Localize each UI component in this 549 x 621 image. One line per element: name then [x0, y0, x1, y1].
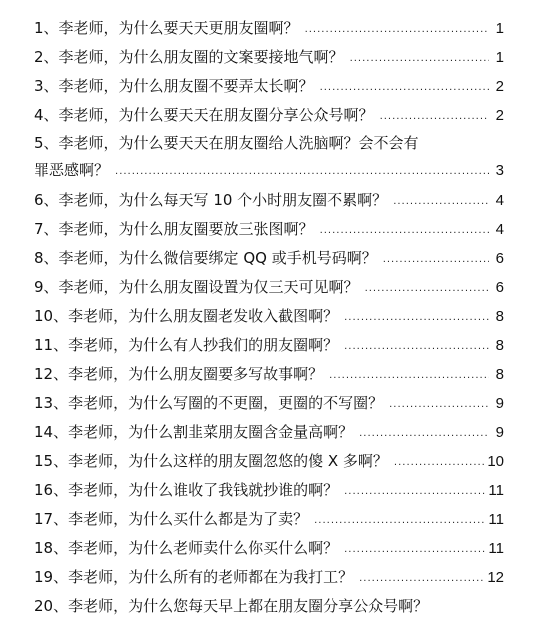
entry-number: 19、: [34, 568, 69, 586]
table-of-contents: [34, 14, 504, 621]
dot-leader: [344, 303, 489, 332]
entry-title: 李老师，为什么要天天在朋友圈分享公众号啊？: [58, 106, 374, 124]
dot-leader: [365, 274, 489, 303]
toc-entry-16[interactable]: [34, 476, 504, 505]
entry-number: 15、: [34, 452, 69, 470]
toc-entry-15[interactable]: [34, 447, 504, 476]
toc-entry-12[interactable]: [34, 360, 504, 389]
entry-page: 10: [487, 453, 504, 470]
dot-leader: [359, 419, 489, 448]
entry-title: 李老师，为什么朋友圈的文案要接地气啊？: [58, 48, 344, 66]
toc-entry-18[interactable]: [34, 534, 504, 563]
toc-entry-5[interactable]: [34, 130, 504, 186]
dot-leader: [320, 73, 489, 102]
entry-number: 16、: [34, 481, 69, 499]
entry-number: 5、: [34, 134, 59, 152]
toc-entry-3[interactable]: [34, 72, 504, 101]
dot-leader: [350, 44, 489, 73]
entry-number: 12、: [34, 365, 69, 383]
dot-leader: [344, 332, 489, 361]
dot-leader: [305, 15, 489, 44]
entry-page: 6: [495, 250, 504, 267]
entry-page: 11: [488, 482, 504, 499]
dot-leader: [383, 245, 489, 274]
dot-leader: [389, 390, 489, 419]
entry-title-line-1: 李老师，为什么要天天在朋友圈给人洗脑啊？会不会有: [58, 134, 419, 152]
entry-number: 13、: [34, 394, 69, 412]
toc-entry-13[interactable]: [34, 389, 504, 418]
entry-title: 李老师，为什么朋友圈要多写故事啊？: [68, 365, 324, 383]
entry-title: 李老师，为什么朋友圈不要弄太长啊？: [58, 77, 314, 95]
entry-number: 9、: [34, 278, 59, 296]
entry-page: 4: [495, 192, 504, 209]
toc-entry-7[interactable]: [34, 215, 504, 244]
entry-title: 李老师，为什么写圈的不更圈，更圈的不写圈？: [68, 394, 384, 412]
entry-page: 1: [495, 49, 504, 66]
entry-page: 9: [495, 424, 504, 441]
entry-number: 18、: [34, 539, 69, 557]
entry-number: 11、: [34, 336, 69, 354]
entry-title: 李老师，为什么每天写 10 个小时朋友圈不累啊？: [58, 191, 388, 209]
entry-title: 李老师，为什么谁收了我钱就抄谁的啊？: [68, 481, 339, 499]
entry-page: 8: [495, 308, 504, 325]
dot-leader: [115, 158, 489, 185]
entry-number: 4、: [34, 106, 59, 124]
entry-page: 1: [495, 20, 504, 37]
toc-entry-4[interactable]: [34, 101, 504, 130]
dot-leader: [380, 102, 489, 131]
entry-page: 2: [495, 78, 504, 95]
toc-entry-17[interactable]: [34, 505, 504, 534]
entry-number: 6、: [34, 191, 59, 209]
entry-page: 8: [495, 366, 504, 383]
dot-leader: [329, 361, 489, 390]
entry-title: 李老师，为什么朋友圈老发收入截图啊？: [68, 307, 339, 325]
entry-number: 14、: [34, 423, 69, 441]
dot-leader: [314, 506, 485, 535]
entry-number: 1、: [34, 19, 59, 37]
dot-leader: [344, 535, 485, 564]
dot-leader: [344, 477, 485, 506]
entry-page: 11: [488, 540, 504, 557]
entry-line-2: [34, 157, 504, 186]
dot-leader: [320, 216, 489, 245]
entry-page: 4: [495, 221, 504, 238]
entry-page: 6: [495, 279, 504, 296]
entry-title: 李老师，为什么要天天更朋友圈啊？: [58, 19, 299, 37]
entry-line-1: [34, 130, 504, 157]
entry-title: 李老师，为什么买什么都是为了卖？: [68, 510, 309, 528]
toc-entry-8[interactable]: [34, 244, 504, 273]
toc-entry-19[interactable]: [34, 563, 504, 592]
toc-entry-2[interactable]: [34, 43, 504, 72]
entry-title: 李老师，为什么所有的老师都在为我打工？: [68, 568, 354, 586]
entry-number: 8、: [34, 249, 59, 267]
entry-title: 李老师，为什么这样的朋友圈忽悠的傻 X 多啊？: [68, 452, 388, 470]
entry-title: 李老师，为什么老师卖什么你买什么啊？: [68, 539, 339, 557]
toc-entry-20[interactable]: [34, 592, 504, 621]
entry-title: 李老师，为什么您每天早上都在朋友圈分享公众号啊？: [68, 597, 429, 615]
toc-entry-1[interactable]: [34, 14, 504, 43]
entry-number: 7、: [34, 220, 59, 238]
dot-leader: [359, 564, 484, 593]
entry-number: 2、: [34, 48, 59, 66]
entry-title: 李老师，为什么有人抄我们的朋友圈啊？: [68, 336, 339, 354]
toc-entry-9[interactable]: [34, 273, 504, 302]
toc-entry-10[interactable]: [34, 302, 504, 331]
entry-page: 9: [495, 395, 504, 412]
entry-title-line-2: 罪恶感啊？: [34, 161, 110, 179]
toc-entry-14[interactable]: [34, 418, 504, 447]
toc-entry-6[interactable]: [34, 186, 504, 215]
entry-number: 20、: [34, 597, 69, 615]
entry-number: 3、: [34, 77, 59, 95]
dot-leader: [393, 187, 489, 216]
toc-entry-11[interactable]: [34, 331, 504, 360]
entry-title: 李老师，为什么朋友圈设置为仅三天可见啊？: [58, 278, 359, 296]
entry-page: 12: [487, 569, 504, 586]
entry-title: 李老师，为什么割韭菜朋友圈含金量高啊？: [68, 423, 354, 441]
entry-title: 李老师，为什么微信要绑定 QQ 或手机号码啊？: [58, 249, 377, 267]
entry-page: 8: [495, 337, 504, 354]
entry-title: 李老师，为什么朋友圈要放三张图啊？: [58, 220, 314, 238]
entry-page: 11: [488, 511, 504, 528]
entry-page: 2: [495, 107, 504, 124]
entry-page: 3: [495, 162, 504, 179]
entry-number: 17、: [34, 510, 69, 528]
entry-number: 10、: [34, 307, 69, 325]
dot-leader: [394, 448, 484, 477]
